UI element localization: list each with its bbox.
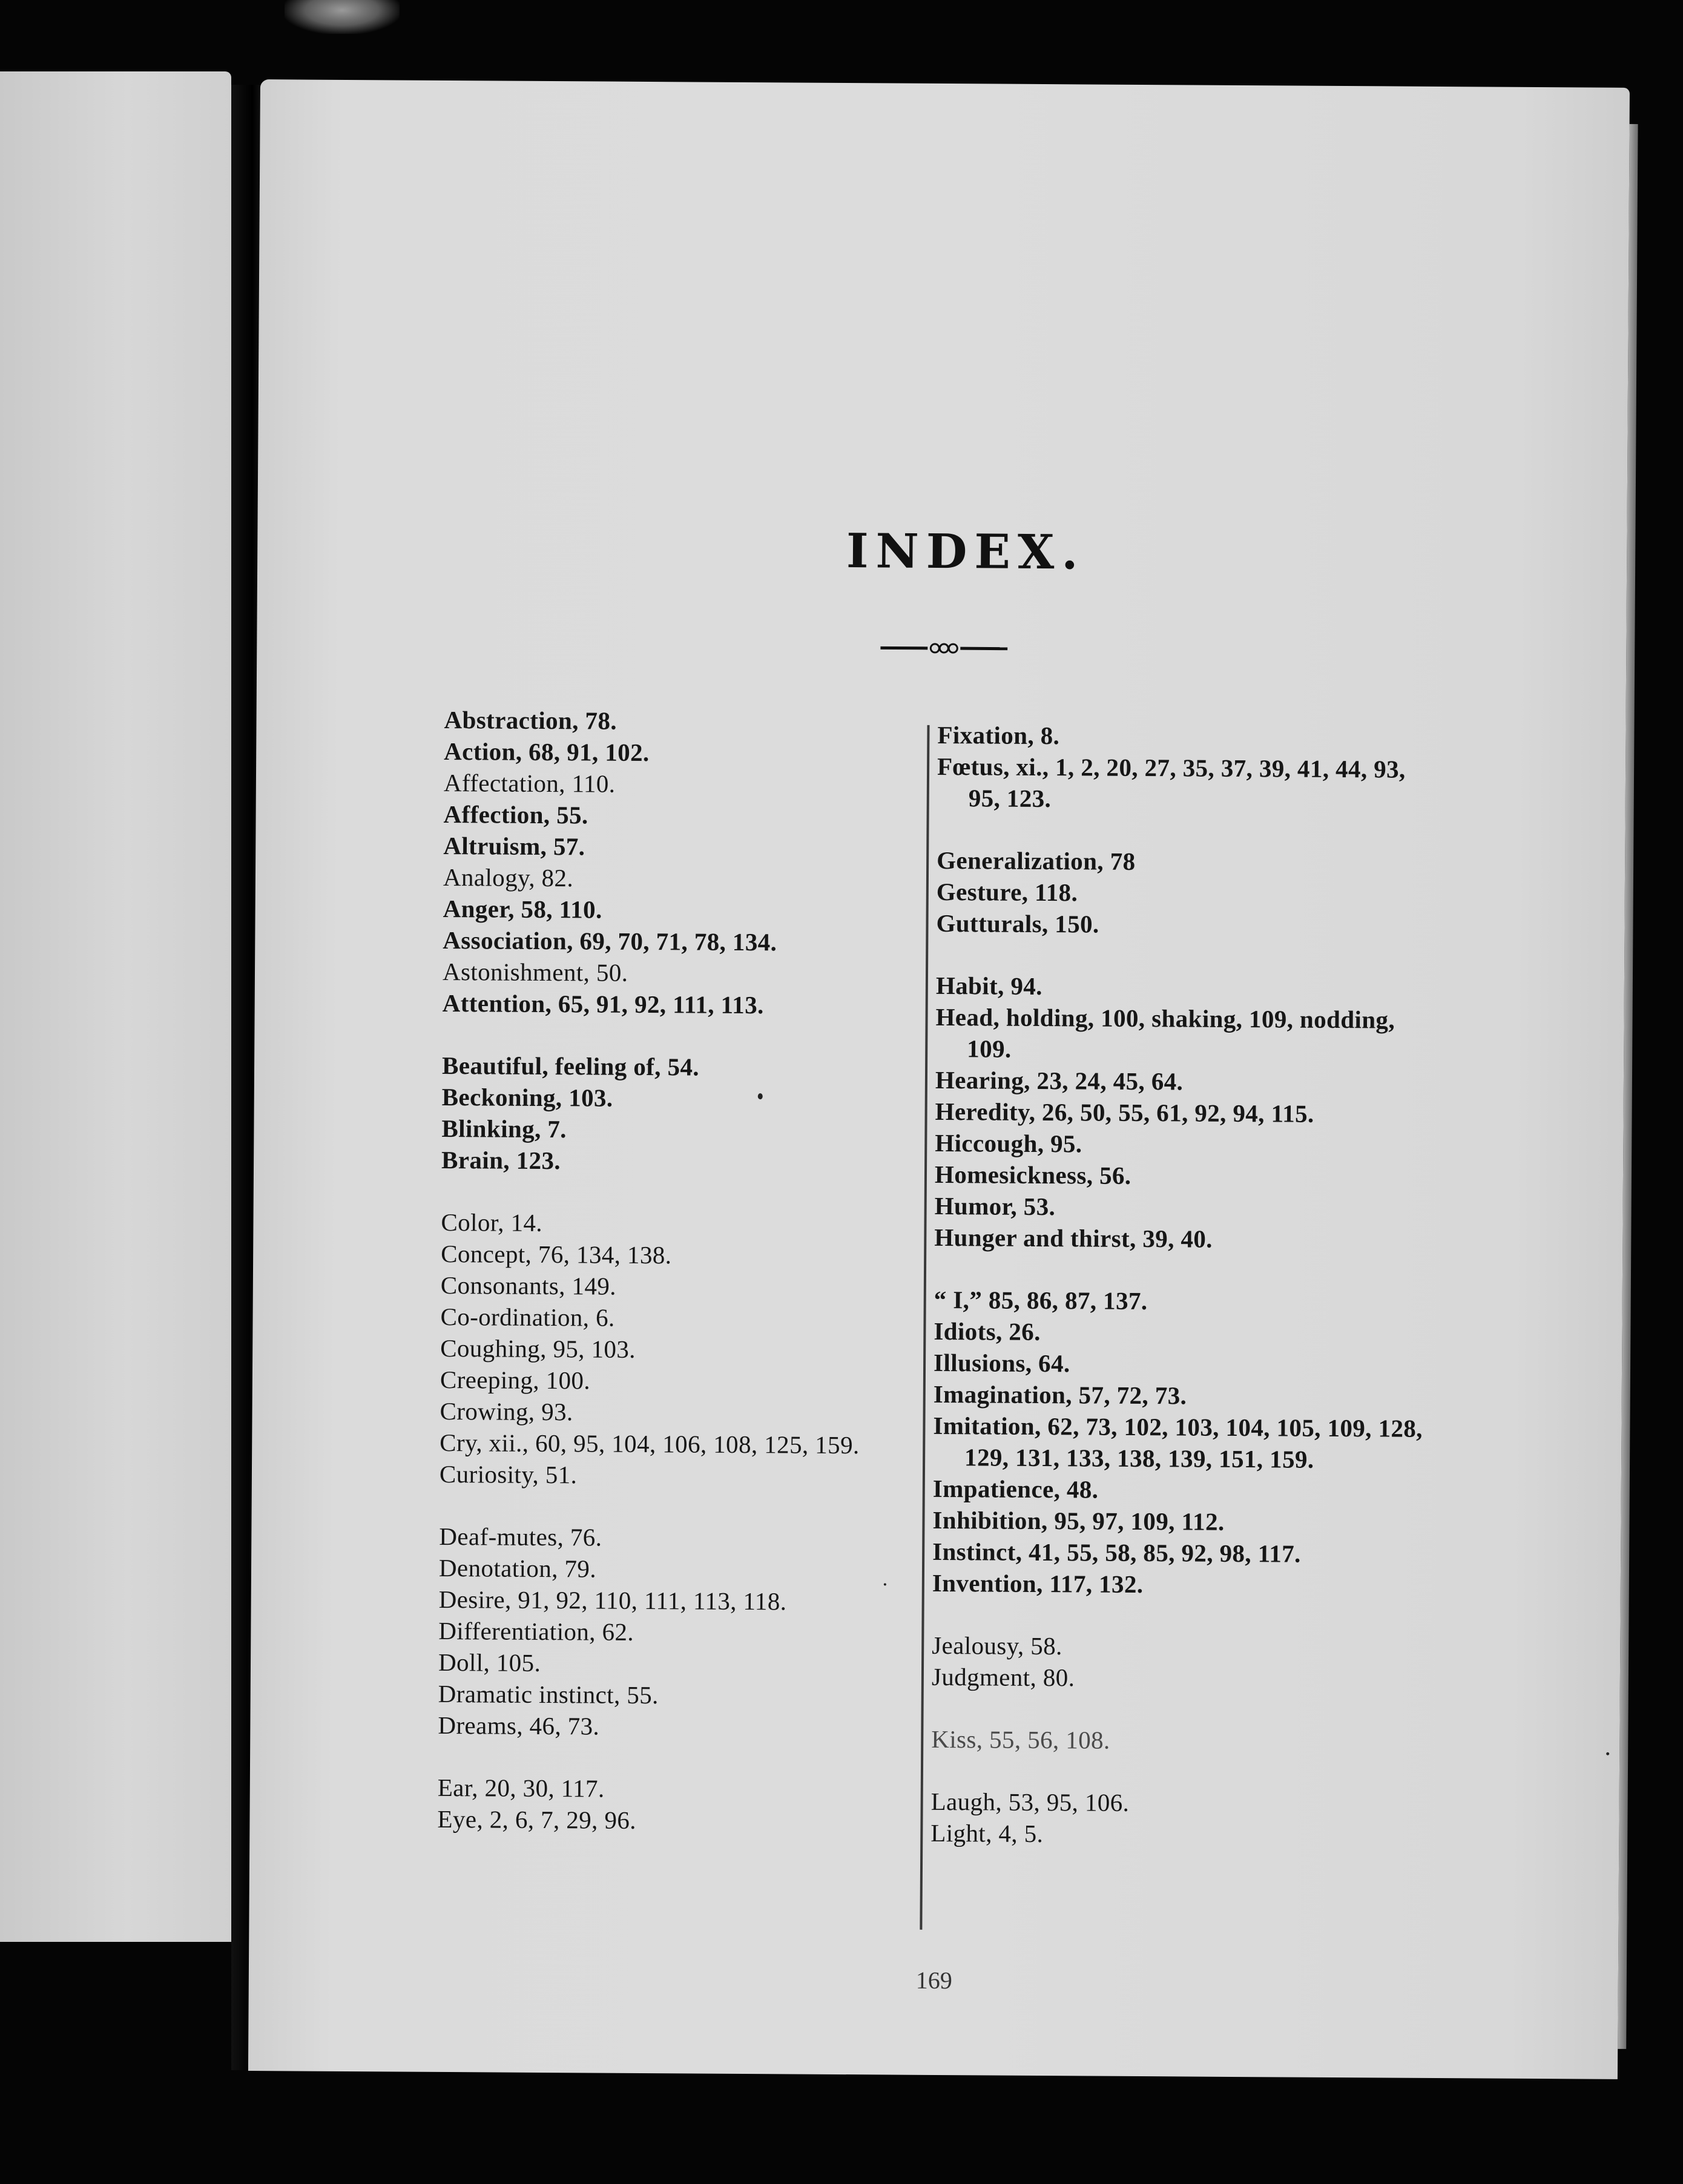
index-column-left bbox=[437, 704, 917, 1869]
index-entry: Gutturals, 150. bbox=[936, 909, 1099, 938]
index-entry: Denotation, 79. bbox=[438, 1553, 597, 1583]
index-entry: Color, 14. bbox=[441, 1208, 543, 1237]
index-letter-group bbox=[443, 704, 917, 1022]
index-entry: Illusions, 64. bbox=[933, 1348, 1070, 1378]
index-entry: Impatience, 48. bbox=[932, 1474, 1099, 1504]
index-entry: Creeping, 100. bbox=[440, 1365, 591, 1395]
index-entry: Crowing, 93. bbox=[440, 1396, 573, 1426]
ink-speck bbox=[1606, 1752, 1609, 1755]
index-entry: Altruism, 57. bbox=[443, 831, 585, 861]
index-entry: Hearing, 23, 24, 45, 64. bbox=[935, 1065, 1184, 1096]
index-page bbox=[248, 79, 1630, 2079]
index-letter-group bbox=[937, 719, 1440, 817]
index-entry: Hiccough, 95. bbox=[935, 1128, 1082, 1158]
index-entry: Kiss, 55, 56, 108. bbox=[931, 1725, 1110, 1754]
index-entry: Humor, 53. bbox=[934, 1191, 1056, 1221]
index-entry: Brain, 123. bbox=[441, 1145, 561, 1175]
column-divider bbox=[920, 725, 929, 1930]
index-entry: “ I,” 85, 86, 87, 137. bbox=[934, 1285, 1148, 1315]
index-entry: Analogy, 82. bbox=[443, 863, 574, 892]
index-entry: Action, 68, 91, 102. bbox=[444, 737, 650, 767]
index-entry: Laugh, 53, 95, 106. bbox=[930, 1787, 1130, 1817]
index-entry: Inhibition, 95, 97, 109, 112. bbox=[932, 1505, 1225, 1536]
index-entry: Ear, 20, 30, 117. bbox=[437, 1773, 605, 1803]
ink-speck bbox=[884, 1583, 886, 1585]
index-letter-group bbox=[934, 970, 1438, 1256]
index-entry: Imagination, 57, 72, 73. bbox=[933, 1380, 1187, 1410]
index-entry: Hunger and thirst, 39, 40. bbox=[934, 1223, 1213, 1253]
index-entry: Invention, 117, 132. bbox=[932, 1568, 1144, 1599]
index-entry: Curiosity, 51. bbox=[439, 1459, 578, 1489]
facing-page-edge bbox=[0, 71, 231, 1942]
index-entry: Deaf-mutes, 76. bbox=[439, 1522, 602, 1551]
page-fore-edge bbox=[1618, 124, 1638, 2049]
index-entry: Dreams, 46, 73. bbox=[438, 1711, 600, 1740]
index-entry: Differentiation, 62. bbox=[438, 1616, 634, 1646]
index-entry: Fœtus, xi., 1, 2, 20, 27, 35, 37, 39, 41, 44, 93, 95, 123. bbox=[937, 752, 1406, 813]
index-letter-group bbox=[932, 1284, 1437, 1602]
index-letter-group bbox=[932, 1630, 1435, 1696]
index-entry: Generalization, 78 bbox=[937, 846, 1136, 875]
index-entry: Astonishment, 50. bbox=[442, 957, 628, 987]
index-entry: Beautiful, feeling of, 54. bbox=[441, 1051, 700, 1081]
index-entry: Judgment, 80. bbox=[931, 1662, 1075, 1692]
index-entry: Heredity, 26, 50, 55, 61, 92, 94, 115. bbox=[935, 1097, 1314, 1128]
index-entry: Jealousy, 58. bbox=[932, 1631, 1062, 1660]
index-entry: Association, 69, 70, 71, 78, 134. bbox=[443, 926, 777, 956]
page-number: 169 bbox=[915, 1966, 952, 1995]
index-letter-group bbox=[930, 1786, 1434, 1852]
scan-dust-mark bbox=[285, 0, 400, 34]
index-entry: Idiots, 26. bbox=[934, 1317, 1041, 1346]
index-entry: Habit, 94. bbox=[935, 971, 1043, 1001]
index-entry: Abstraction, 78. bbox=[444, 705, 618, 735]
index-entry: Affectation, 110. bbox=[443, 768, 616, 798]
index-entry: Co-ordination, 6. bbox=[440, 1302, 615, 1332]
index-entry: Gesture, 118. bbox=[936, 877, 1078, 907]
index-entry: Coughing, 95, 103. bbox=[440, 1334, 636, 1363]
index-letter-group bbox=[936, 844, 1439, 942]
index-entry: Instinct, 41, 55, 58, 85, 92, 98, 117. bbox=[932, 1537, 1301, 1568]
index-entry: Cry, xii., 60, 95, 104, 106, 108, 125, 159. bbox=[440, 1428, 860, 1459]
index-entry: Blinking, 7. bbox=[441, 1114, 567, 1143]
index-entry: Fixation, 8. bbox=[937, 720, 1060, 750]
index-entry: Desire, 91, 92, 110, 111, 113, 118. bbox=[438, 1585, 787, 1616]
title-ornament bbox=[880, 639, 1007, 657]
index-entry: Doll, 105. bbox=[438, 1648, 541, 1677]
index-entry: Attention, 65, 91, 92, 111, 113. bbox=[442, 988, 764, 1019]
index-entry: Affection, 55. bbox=[443, 800, 588, 829]
index-entry: Imitation, 62, 73, 102, 103, 104, 105, 109, 128, 129, 131, 133, 138, 139, 151, 159. bbox=[933, 1411, 1423, 1473]
index-entry: Anger, 58, 110. bbox=[443, 894, 602, 924]
index-letter-group bbox=[441, 1050, 914, 1179]
ink-speck bbox=[758, 1093, 763, 1099]
index-entry: Homesickness, 56. bbox=[934, 1160, 1131, 1189]
index-entry: Consonants, 149. bbox=[440, 1271, 616, 1300]
index-entry: Beckoning, 103. bbox=[441, 1082, 613, 1112]
index-entry: Head, holding, 100, shaking, 109, nodding, 109. bbox=[935, 1002, 1395, 1063]
index-entry: Eye, 2, 6, 7, 29, 96. bbox=[437, 1804, 637, 1834]
index-entry: Light, 4, 5. bbox=[930, 1818, 1044, 1848]
index-entry: Concept, 76, 134, 138. bbox=[441, 1239, 672, 1269]
index-letter-group bbox=[931, 1723, 1434, 1758]
index-letter-group bbox=[437, 1772, 910, 1838]
index-letter-group bbox=[438, 1521, 911, 1744]
page-title: INDEX. bbox=[846, 524, 1085, 581]
index-letter-group bbox=[440, 1206, 914, 1493]
index-entry: Dramatic instinct, 55. bbox=[438, 1679, 659, 1709]
index-column-right bbox=[930, 719, 1440, 1883]
